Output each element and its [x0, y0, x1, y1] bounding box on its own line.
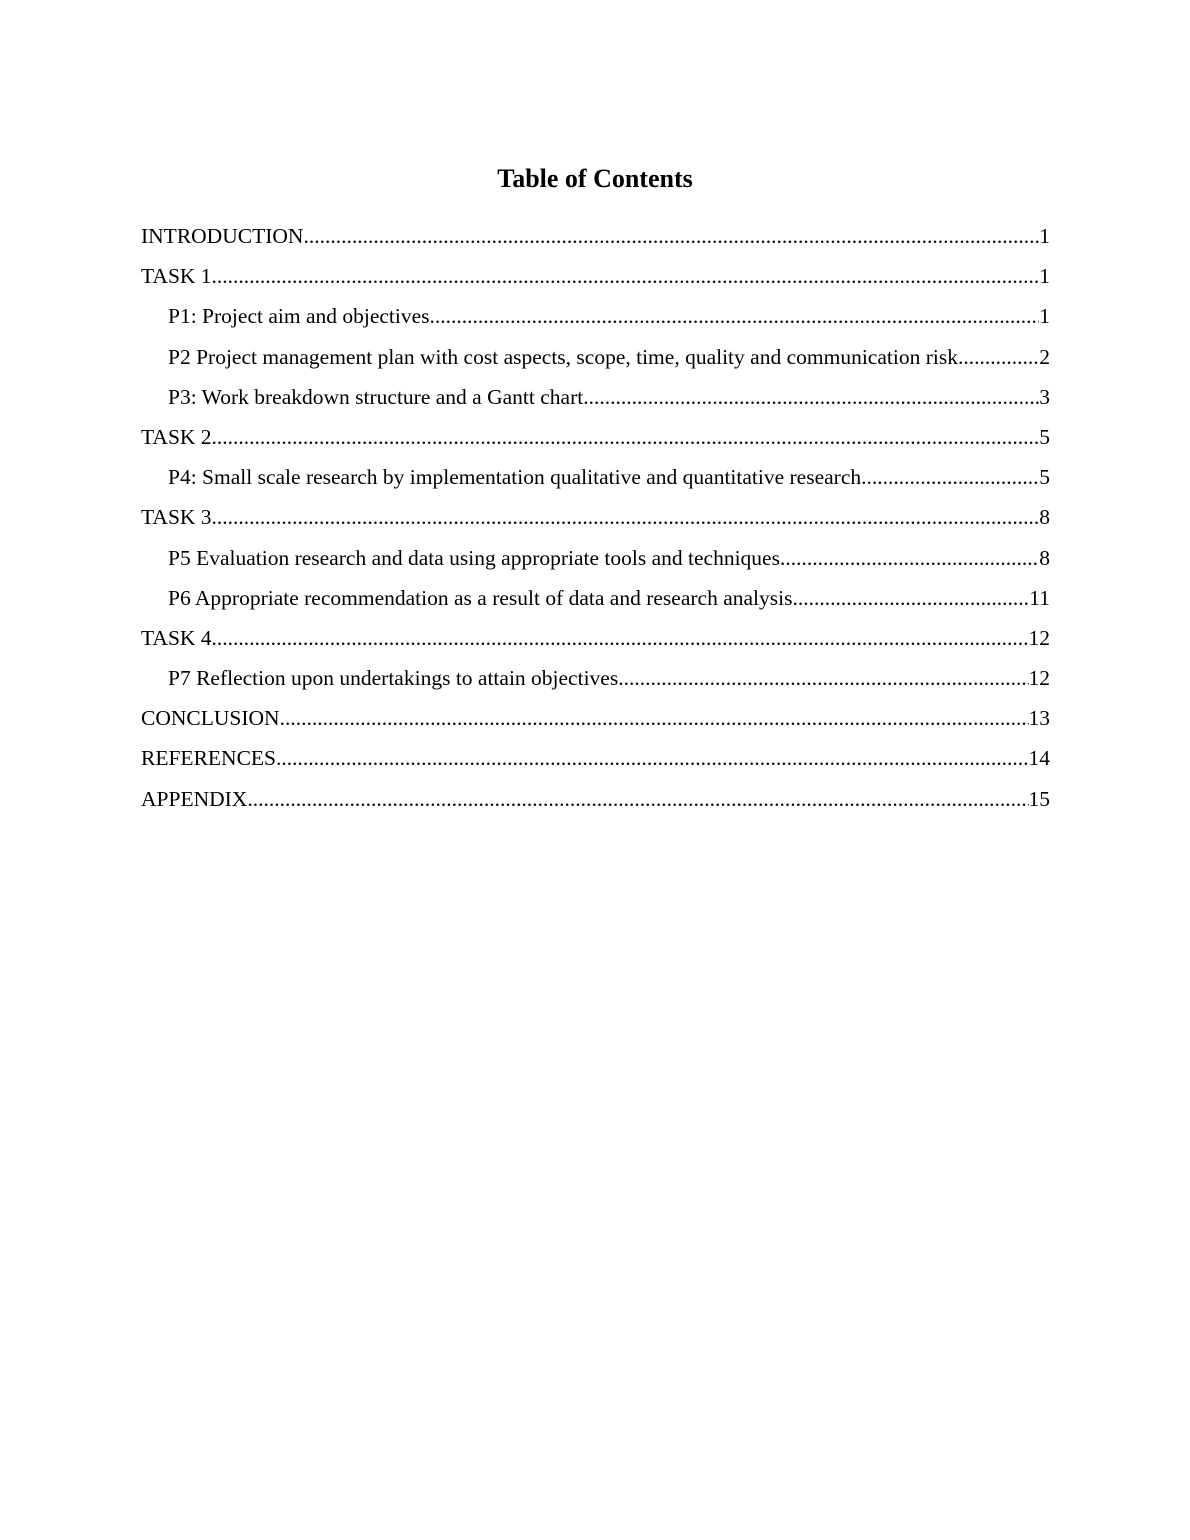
- toc-entry-text: P6 Appropriate recommendation as a result of data and research analysis: [168, 582, 792, 614]
- toc-page-number: 1: [1039, 304, 1050, 329]
- toc-entry[interactable]: [141, 461, 1050, 501]
- toc-page-number: 11: [1029, 585, 1050, 610]
- toc-entry-text: APPENDIX: [141, 783, 247, 815]
- toc-page-number: 5: [1039, 424, 1050, 449]
- toc-page-number: 5: [1039, 465, 1050, 490]
- toc-dot-leader: [212, 501, 1040, 533]
- toc-page-number: 1: [1039, 224, 1050, 248]
- toc-entry[interactable]: [141, 300, 1050, 340]
- toc-dot-leader: [618, 662, 1028, 694]
- toc-entry[interactable]: [141, 622, 1050, 662]
- toc-entry[interactable]: [141, 542, 1050, 582]
- toc-entry-text: P7 Reflection upon undertakings to attain objectives: [168, 662, 618, 694]
- toc-entry-text: P3: Work breakdown structure and a Gantt chart: [168, 381, 583, 413]
- toc-page-number: 12: [1028, 666, 1050, 691]
- toc-page-number: 3: [1039, 384, 1050, 409]
- toc-entry-text: TASK 3: [141, 501, 212, 533]
- toc-entry[interactable]: [141, 783, 1050, 823]
- toc-page-number: 8: [1039, 545, 1050, 570]
- toc-page-number: 13: [1028, 706, 1050, 731]
- toc-dot-leader: [583, 381, 1039, 413]
- toc-title: Table of Contents: [497, 164, 693, 193]
- toc-entry[interactable]: [141, 341, 1050, 381]
- toc-entry[interactable]: [141, 501, 1050, 541]
- toc-entry-text: P1: Project aim and objectives: [168, 300, 430, 332]
- toc-page-number: 14: [1028, 746, 1050, 771]
- toc-page-number: 12: [1028, 625, 1050, 650]
- toc-dot-leader: [792, 582, 1029, 614]
- toc-entry[interactable]: [141, 421, 1050, 461]
- toc-entry[interactable]: [141, 662, 1050, 702]
- toc-dot-leader: [280, 702, 1029, 734]
- toc-dot-leader: [780, 542, 1039, 574]
- toc-page-number: 2: [1039, 344, 1050, 369]
- toc-entry-text: INTRODUCTION: [141, 220, 303, 252]
- toc-page-number: 1: [1039, 264, 1050, 289]
- toc-entry-text: P4: Small scale research by implementation qualitative and quantitative research: [168, 461, 861, 493]
- toc-dot-leader: [212, 622, 1029, 654]
- toc-entry[interactable]: [141, 582, 1050, 622]
- toc-entry-text: TASK 2: [141, 421, 212, 453]
- toc-entry-text: P5 Evaluation research and data using appropriate tools and techniques: [168, 542, 780, 574]
- toc-dot-leader: [276, 742, 1029, 774]
- toc-list: [141, 220, 1050, 823]
- toc-dot-leader: [247, 783, 1028, 815]
- toc-page-number: 15: [1028, 786, 1050, 811]
- toc-dot-leader: [212, 421, 1040, 453]
- toc-page-number: 8: [1039, 505, 1050, 530]
- toc-entry-text: CONCLUSION: [141, 702, 280, 734]
- toc-dot-leader: [303, 220, 1039, 252]
- toc-entry[interactable]: [141, 381, 1050, 421]
- toc-entry[interactable]: [141, 260, 1050, 300]
- toc-entry-text: TASK 1: [141, 260, 212, 292]
- toc-dot-leader: [212, 260, 1040, 292]
- toc-entry[interactable]: [141, 702, 1050, 742]
- toc-entry[interactable]: [141, 742, 1050, 782]
- toc-dot-leader: [958, 341, 1039, 373]
- toc-entry[interactable]: [141, 220, 1050, 260]
- toc-entry-text: TASK 4: [141, 622, 212, 654]
- toc-dot-leader: [861, 461, 1039, 493]
- toc-entry-text: P2 Project management plan with cost aspects, scope, time, quality and communication risk: [168, 341, 958, 373]
- toc-entry-text: REFERENCES: [141, 742, 276, 774]
- toc-dot-leader: [430, 300, 1040, 332]
